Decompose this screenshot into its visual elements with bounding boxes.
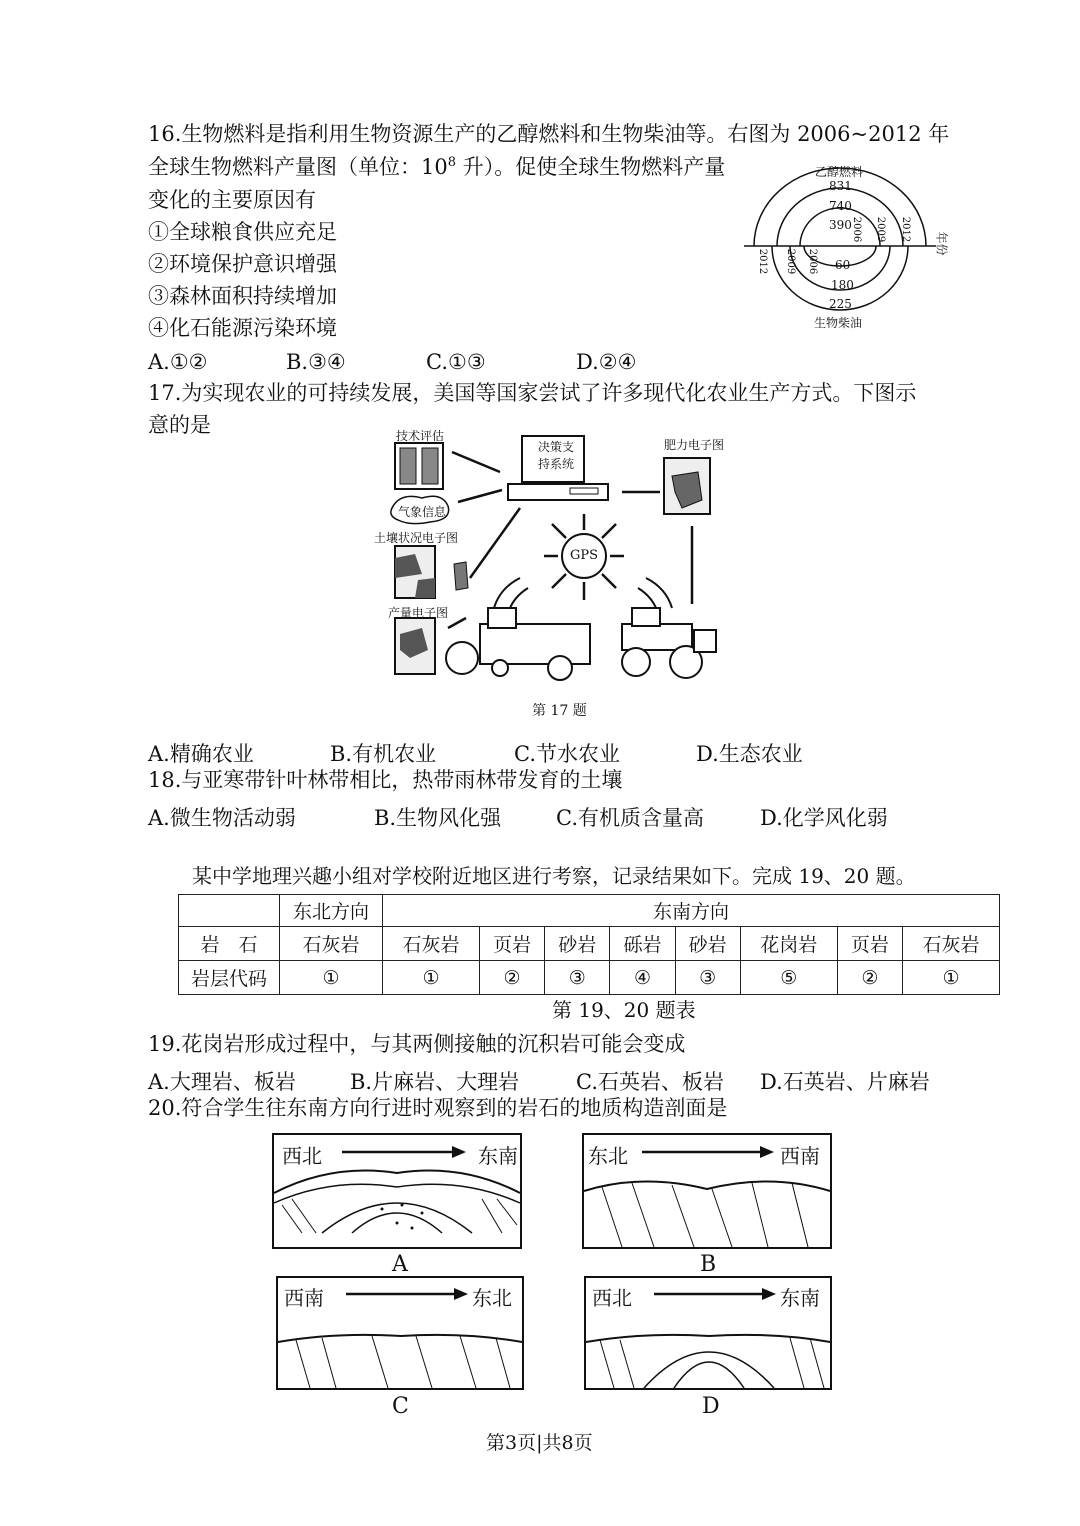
code-cell: ② — [479, 961, 544, 995]
chart-year-bottom-2006: 2006 — [807, 248, 819, 275]
fig17-caption: 第 17 题 — [532, 703, 587, 719]
section-a-letter: A — [392, 1252, 408, 1277]
code-cell: ③ — [675, 961, 740, 995]
code-cell: ① — [902, 961, 999, 995]
fig17-gps: GPS — [570, 548, 599, 563]
rock-table-row-label-code: 岩层代码 — [179, 961, 280, 995]
fig17-tech-eval: 技术评估 — [396, 429, 445, 443]
q17-option-c: C.节水农业 — [514, 742, 620, 766]
q16-option-d: D.②④ — [576, 350, 637, 374]
section-c-to: 东北 — [472, 1286, 512, 1310]
q17-option-a: A.精确农业 — [148, 742, 254, 766]
chart-axis-label: 年份 — [934, 231, 949, 256]
q19-option-d: D.石英岩、片麻岩 — [760, 1070, 930, 1094]
code-cell: ③ — [545, 961, 610, 995]
rock-table-northeast: 东北方向 — [280, 895, 383, 927]
chart-year-bottom-2012: 2012 — [757, 248, 769, 275]
rock-cell: 石灰岩 — [902, 927, 999, 961]
chart-year-bottom-2009: 2009 — [785, 248, 797, 275]
rock-table — [178, 894, 1000, 995]
rock-cell: 砾岩 — [610, 927, 675, 961]
section-b-from: 东北 — [588, 1144, 628, 1168]
rock-cell: 石灰岩 — [280, 927, 383, 961]
q16-line2-a: 全球生物燃料产量图（单位：10 — [148, 155, 448, 179]
q16-line2-b: 升）。促使全球生物燃料产量 — [456, 155, 726, 179]
code-cell: ④ — [610, 961, 675, 995]
rock-table-corner — [179, 895, 280, 927]
section-b-letter: B — [700, 1252, 717, 1277]
section-d-to: 东南 — [780, 1286, 820, 1310]
code-cell: ① — [280, 961, 383, 995]
q16-item-4: ④化石能源污染环境 — [148, 316, 337, 340]
q18-line1: 18.与亚寒带针叶林带相比，热带雨林带发育的土壤 — [148, 768, 623, 792]
fig17-decision-line1: 决策支 — [538, 440, 575, 454]
q20-line1: 20.符合学生往东南方向行进时观察到的岩石的地质构造剖面是 — [148, 1096, 728, 1120]
fig17-weather-info: 气象信息 — [398, 505, 447, 519]
rock-table-caption: 第 19、20 题表 — [552, 998, 696, 1022]
chart-ethanol-label: 乙醇燃料 — [815, 165, 864, 179]
q17-line1: 17.为实现农业的可持续发展，美国等国家尝试了许多现代化农业生产方式。下图示 — [148, 381, 917, 405]
chart-ethanol-2009: 740 — [829, 199, 852, 213]
section-c-from: 西南 — [284, 1286, 324, 1310]
q16-option-a: A.①② — [148, 350, 208, 374]
section-a-to: 东南 — [478, 1144, 518, 1168]
section-a-from: 西北 — [282, 1144, 322, 1168]
page-footer: 第3页|共8页 — [486, 1432, 593, 1454]
rock-cell: 石灰岩 — [383, 927, 480, 961]
chart-year-top-2009: 2009 — [875, 216, 887, 243]
fig17-yield-map: 产量电子图 — [388, 606, 449, 620]
q16-line2 — [148, 156, 725, 178]
q16-line2-sup: 8 — [447, 155, 457, 170]
code-cell: ① — [383, 961, 480, 995]
section-b-to: 西南 — [780, 1144, 820, 1168]
chart-diesel-2009: 180 — [831, 278, 854, 292]
chart-diesel-2012: 225 — [829, 297, 852, 311]
intro-19-20: 某中学地理兴趣小组对学校附近地区进行考察，记录结果如下。完成 19、20 题。 — [192, 864, 916, 888]
q16-item-2: ②环境保护意识增强 — [148, 252, 337, 276]
rock-table-row-label-rock: 岩 石 — [179, 927, 280, 961]
q18-option-a: A.微生物活动弱 — [148, 806, 296, 830]
chart-diesel-label: 生物柴油 — [814, 316, 863, 330]
section-d-from: 西北 — [592, 1286, 632, 1310]
chart-diesel-2006: 60 — [835, 258, 851, 272]
fig17-fertility-map: 肥力电子图 — [664, 438, 725, 452]
section-c-letter: C — [392, 1394, 409, 1419]
q17-option-b: B.有机农业 — [330, 742, 437, 766]
q19-line1: 19.花岗岩形成过程中，与其两侧接触的沉积岩可能会变成 — [148, 1032, 686, 1056]
q16-line1: 16.生物燃料是指利用生物资源生产的乙醇燃料和生物柴油等。右图为 2006~2012 年 — [148, 122, 950, 146]
fig17-soil-map: 土壤状况电子图 — [374, 531, 459, 545]
q16-option-c: C.①③ — [426, 350, 486, 374]
q16-option-b: B.③④ — [286, 350, 346, 374]
q18-option-c: C.有机质含量高 — [556, 806, 704, 830]
q18-option-d: D.化学风化弱 — [760, 806, 888, 830]
section-d-letter: D — [702, 1394, 720, 1419]
q19-option-b: B.片麻岩、大理岩 — [350, 1070, 520, 1094]
code-cell: ⑤ — [740, 961, 837, 995]
rock-cell: 页岩 — [479, 927, 544, 961]
q19-option-c: C.石英岩、板岩 — [576, 1070, 724, 1094]
q16-line3: 变化的主要原因有 — [148, 188, 316, 212]
rock-cell: 砂岩 — [545, 927, 610, 961]
chart-year-top-2012: 2012 — [900, 216, 912, 243]
code-cell: ② — [837, 961, 902, 995]
q17-option-d: D.生态农业 — [696, 742, 803, 766]
rock-cell: 页岩 — [837, 927, 902, 961]
chart-year-top-2006: 2006 — [851, 216, 863, 243]
q18-option-b: B.生物风化强 — [374, 806, 502, 830]
rock-table-southeast: 东南方向 — [383, 895, 1000, 927]
q17-line2: 意的是 — [148, 413, 211, 437]
rock-cell: 花岗岩 — [740, 927, 837, 961]
rock-cell: 砂岩 — [675, 927, 740, 961]
q19-option-a: A.大理岩、板岩 — [148, 1070, 296, 1094]
q16-item-1: ①全球粮食供应充足 — [148, 220, 337, 244]
chart-ethanol-2006: 390 — [829, 218, 852, 232]
fig17-decision-line2: 持系统 — [538, 457, 575, 471]
chart-ethanol-2012: 831 — [829, 179, 852, 193]
q16-item-3: ③森林面积持续增加 — [148, 284, 337, 308]
